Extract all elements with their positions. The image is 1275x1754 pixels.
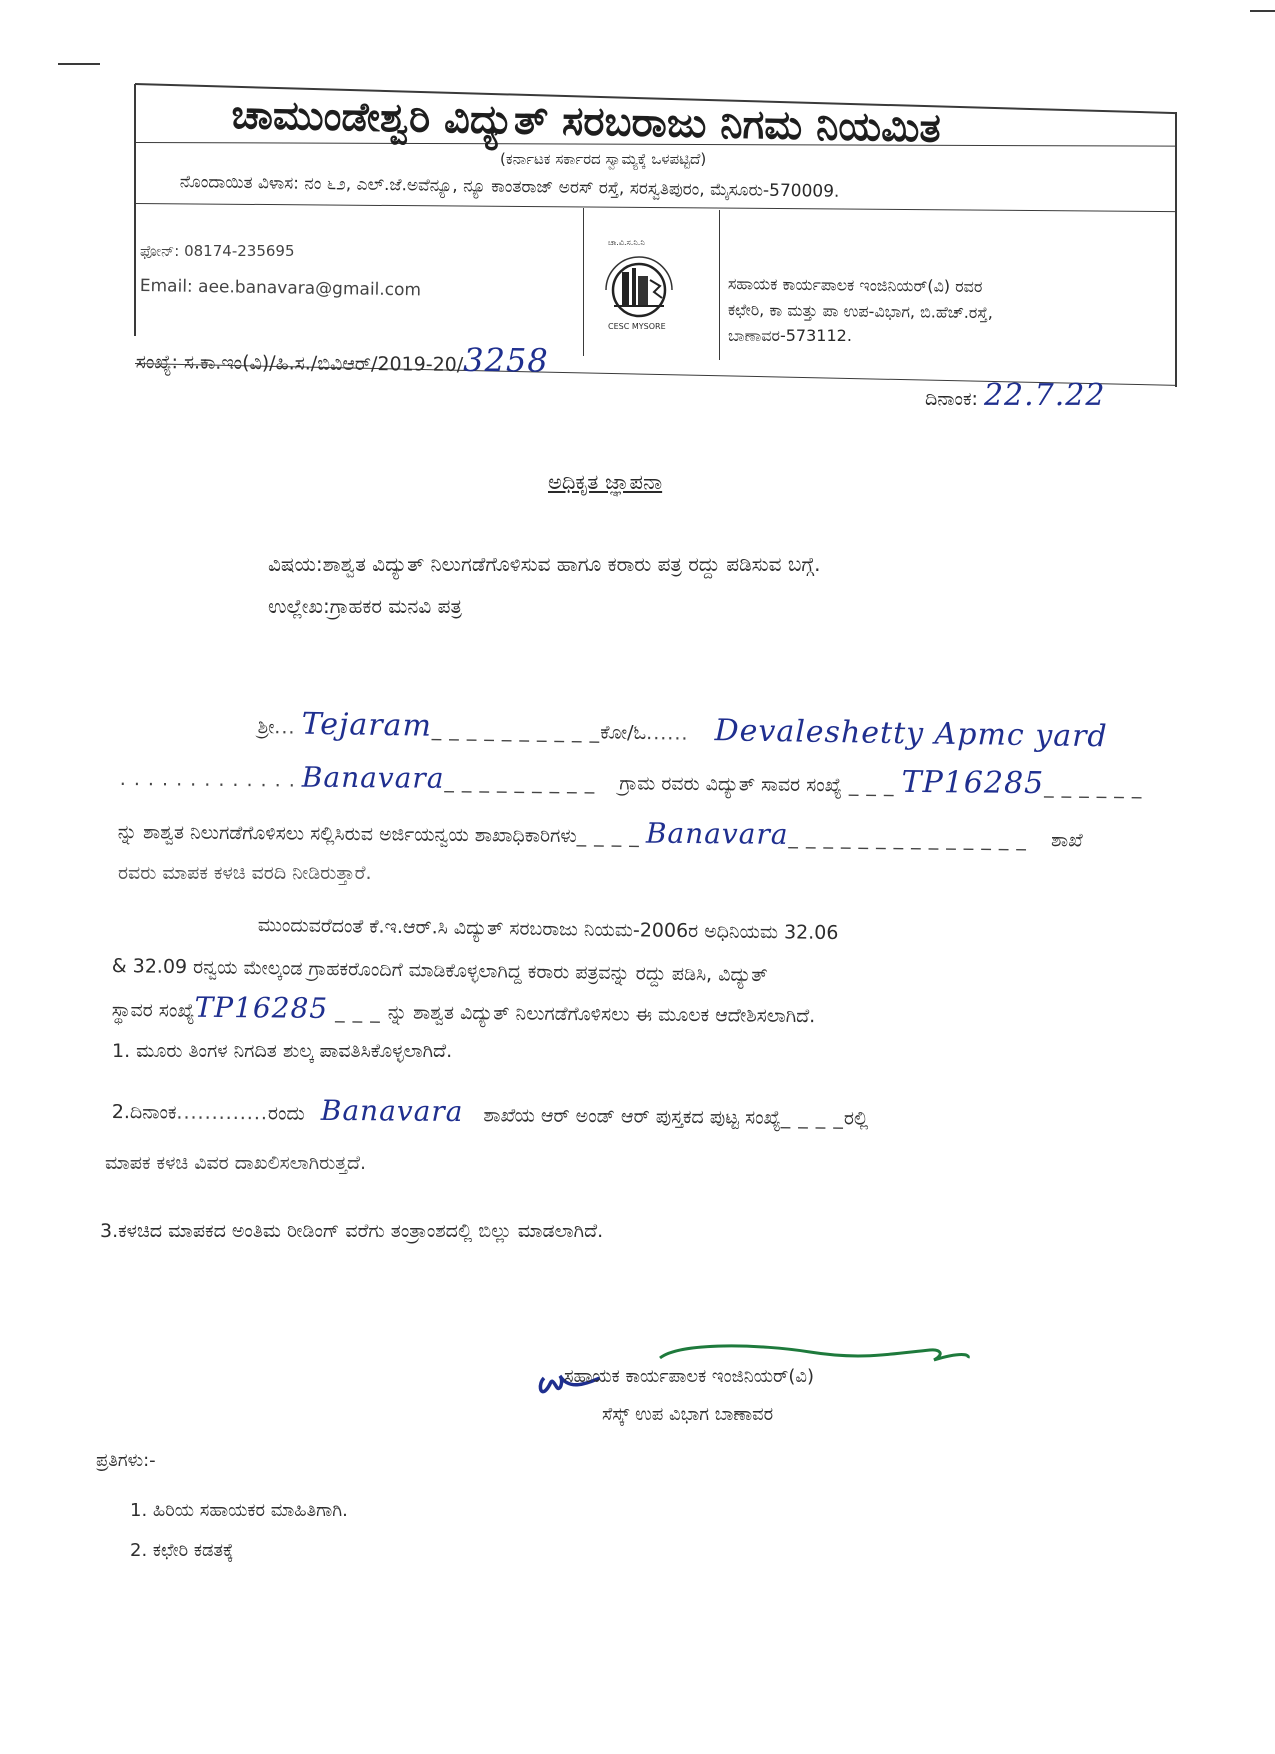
office-address-line-3: ಬಾಣಾವರ-573112.	[728, 326, 852, 345]
point-2-suffix: ಶಾಖೆಯ ಆರ್ ಅಂಡ್ ಆರ್ ಪುಸ್ತಕದ ಪುಟ್ಟ ಸಂಖ್ಯೆ	[483, 1104, 781, 1129]
scan-mark-left	[58, 63, 100, 65]
letterhead-border-left	[134, 84, 136, 336]
letterhead-divider-2	[135, 203, 1175, 212]
paragraph-installation-number: TP16285	[194, 990, 329, 1025]
logo-bottom-text: CESC MYSORE	[608, 322, 666, 331]
logo-top-text: ಚಾ.ವಿ.ಸ.ನಿ.ನಿ	[608, 238, 645, 247]
co-label: ಕೋ/ಓ	[600, 721, 647, 745]
reference-line: ಉಲ್ಲೇಖ:ಗ್ರಾಹಕರ ಮನವಿ ಪತ್ರ	[268, 594, 462, 618]
form-line-3-text: ನ್ನು ಶಾಶ್ವತ ನಿಲುಗಡೆಗೊಳಿಸಲು ಸಲ್ಲಿಸಿರುವ ಅರ್ಜಿಯನ್ವಯ ಶಾಖಾಧಿಕಾರಿಗಳು	[117, 820, 577, 848]
signature-block	[530, 1340, 990, 1430]
copy-2: 2. ಕಛೇರಿ ಕಡತಕ್ಕೆ	[130, 1540, 234, 1561]
copies-label: ಪ್ರತಿಗಳು:-	[96, 1450, 156, 1471]
shri-label: ಶ್ರೀ	[257, 715, 275, 739]
paragraph-line-1: ಮುಂದುವರೆದಂತೆ ಕೆ.ಇ.ಆರ್.ಸಿ ವಿದ್ಯುತ್ ಸರಬರಾಜು ನಿಯಮ-2006ರ ಅಧಿನಿಯಮ 32.06	[257, 914, 839, 945]
point-3: 3.ಕಳಚಿದ ಮಾಪಕದ ಅಂತಿಮ ರೀಡಿಂಗ್ ವರೆಗು ತಂತ್ರಾಂಶದಲ್ಲಿ ಬಿಲ್ಲು ಮಾಡಲಾಗಿದೆ.	[100, 1220, 604, 1242]
letterhead-col-1	[583, 208, 584, 356]
letterhead-col-2	[719, 210, 720, 360]
branch-suffix: ಶಾಖೆ	[1050, 829, 1083, 852]
email-address: Email: aee.banavara@gmail.com	[139, 276, 422, 301]
consumer-name: Tejaram	[301, 706, 433, 744]
scan-mark-right	[1250, 10, 1275, 12]
subject-line: ವಿಷಯ:ಶಾಶ್ವತ ವಿದ್ಯುತ್ ನಿಲುಗಡೆಗೊಳಿಸುವ ಹಾಗೂ ಕರಾರು ಪತ್ರ ರದ್ದು ಪಡಿಸುವ ಬಗ್ಗೆ.	[268, 552, 821, 576]
company-name: ಚಾಮುಂಡೇಶ್ವರಿ ವಿದ್ಯುತ್ ಸರಬರಾಜು ನಿಗಮ ನಿಯಮಿತ	[231, 92, 942, 152]
point-2-prefix: 2.ದಿನಾಂಕ	[111, 1100, 177, 1124]
point-1: 1. ಮೂರು ತಿಂಗಳ ನಿಗದಿತ ಶುಲ್ಕ ಪಾವತಿಸಿಕೊಳ್ಳಲಾಗಿದೆ.	[112, 1040, 453, 1062]
reference-handwritten-number: 3258	[463, 340, 549, 380]
village-name: Banavara	[301, 760, 445, 795]
point-2: 2.ದಿನಾಂಕ.............ರಂದು Banavara ಶಾಖೆಯ ಆರ್ ಅಂಡ್ ಆರ್ ಪುಸ್ತಕದ ಪುಟ್ಟ ಸಂಖ್ಯೆ_ _ _ _ರಲ್ಲಿ	[111, 1093, 869, 1130]
date-block	[925, 378, 1105, 413]
memo-title: ಅಧಿಕೃತ ಜ್ಞಾಪನಾ	[548, 470, 663, 494]
reference-prefix: ಸಂಖ್ಯೆ: ಸ.ಕಾ.ಇಂ(ವಿ)/ಹಿ.ಸ./ಬಿವಿಆರ್/2019-20/	[135, 350, 464, 376]
paragraph-line-3-prefix: ಸ್ಥಾವರ ಸಂಖ್ಯೆ	[111, 998, 195, 1022]
form-line-3: ನ್ನು ಶಾಶ್ವತ ನಿಲುಗಡೆಗೊಳಿಸಲು ಸಲ್ಲಿಸಿರುವ ಅರ್ಜಿಯನ್ವಯ ಶಾಖಾಧಿಕಾರಿಗಳು_ _ _ _ Banavara_ _ _ _ _ _ _ _ _ _ _ _ _ _ ಶಾಖೆ	[117, 816, 1083, 852]
form-line-1: ಶ್ರೀ... Tejaram_ _ _ _ _ _ _ _ _ _ಕೋ/ಓ...... Devaleshetty Apmc yard	[257, 706, 1108, 755]
form-line-2: . . . . . . . . . . . . . Banavara_ _ _ _ _ _ _ _ _ ಗ್ರಾಮ ರವರು ವಿದ್ಯುತ್ ಸಾವರ ಸಂಖ್ಯೆ _ _ _ TP16285_ _ _ _ _ _	[119, 760, 1143, 802]
date-label: ದಿನಾಂಕ:	[925, 388, 978, 410]
point-2-mid: ರಂದು	[267, 1102, 305, 1125]
form-line-4: ರವರು ಮಾಪಕ ಕಳಚಿ ವರದಿ ನೀಡಿರುತ್ತಾರೆ.	[118, 862, 372, 884]
village-suffix: ಗ್ರಾಮ ರವರು ವಿದ್ಯುತ್ ಸಾವರ ಸಂಖ್ಯೆ	[619, 772, 842, 797]
paragraph-line-3: ಸ್ಥಾವರ ಸಂಖ್ಯೆTP16285 _ _ _ ನ್ನು ಶಾಶ್ವತ ವಿದ್ಯುತ್ ನಿಲುಗಡೆಗೊಳಿಸಲು ಈ ಮೂಲಕ ಆದೇಶಿಸಲಾಗಿದೆ.	[111, 990, 816, 1028]
point-2-branch: Banavara	[320, 1093, 464, 1129]
paragraph-line-2: & 32.09 ರನ್ವಯ ಮೇಲ್ಕಂಡ ಗ್ರಾಹಕರೊಂದಿಗೆ ಮಾಡಿಕೊಳ್ಳಲಾಗಿದ್ದ ಕರಾರು ಪತ್ರವನ್ನು ರದ್ದು ಪಡಿಸಿ, ವಿದ್ಯುತ್	[111, 955, 768, 987]
section-officer-branch: Banavara	[645, 816, 789, 851]
point-2-end: ರಲ್ಲಿ	[843, 1107, 869, 1130]
office-address-line-2: ಕಛೇರಿ, ಕಾ ಮತ್ತು ಪಾ ಉಪ-ವಿಭಾಗ, ಬಿ.ಹೆಚ್.ರಸ್ತೆ,	[727, 300, 994, 323]
paragraph-line-3-suffix: ನ್ನು ಶಾಶ್ವತ ವಿದ್ಯುತ್ ನಿಲುಗಡೆಗೊಳಿಸಲು ಈ ಮೂಲಕ ಆದೇಶಿಸಲಾಗಿದೆ.	[387, 1001, 816, 1028]
signatory-designation: ಸಹಾಯಕ ಕಾರ್ಯಪಾಲಕ ಇಂಜಿನಿಯರ್(ವಿ)	[564, 1366, 814, 1387]
installation-number: TP16285	[901, 764, 1045, 802]
office-address-line-1: ಸಹಾಯಕ ಕಾರ್ಯಪಾಲಕ ಇಂಜಿನಿಯರ್(ವಿ) ರವರ	[727, 274, 983, 297]
registered-address: ನೊಂದಾಯಿತ ವಿಳಾಸ: ನಂ ೬೨, ಎಲ್.ಜೆ.ಅವೆನ್ಯೂ, ನ್ಯೂ ಕಾಂತರಾಜ್ ಅರಸ್ ರಸ್ತೆ, ಸರಸ್ವತಿಪುರಂ, ಮೈಸೂರು-570009.	[179, 172, 840, 202]
company-subtitle: (ಕರ್ನಾಟಕ ಸರ್ಕಾರದ ಸ್ವಾಮ್ಯಕ್ಕೆ ಒಳಪಟ್ಟಿದೆ)	[500, 150, 707, 168]
reference-number	[136, 338, 549, 380]
letterhead-border-right	[1175, 112, 1177, 387]
cesc-logo	[594, 238, 684, 334]
date-handwritten: 22.7.22	[983, 378, 1106, 413]
consumer-address: Devaleshetty Apmc yard	[714, 713, 1108, 755]
point-2-line-2: ಮಾಪಕ ಕಳಚಿ ವಿವರ ದಾಖಲಿಸಲಾಗಿರುತ್ತದೆ.	[105, 1152, 367, 1174]
phone-number: ಫೋನ್: 08174-235695	[140, 242, 295, 260]
copy-1: 1. ಹಿರಿಯ ಸಹಾಯಕರ ಮಾಹಿತಿಗಾಗಿ.	[130, 1500, 348, 1521]
signatory-office: ಸೆಸ್ಕ್ ಉಪ ವಿಭಾಗ ಬಾಣಾವರ	[602, 1404, 774, 1425]
